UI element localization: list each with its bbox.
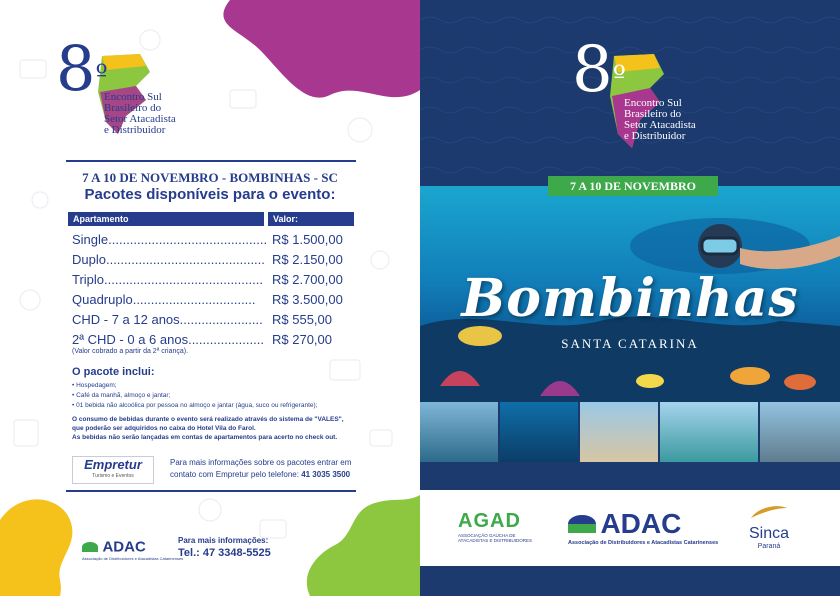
includes-item: • Café da manhã, almoço e jantar; <box>72 392 171 399</box>
photo-thumb <box>580 402 658 462</box>
includes-item: • Hospedagem; <box>72 382 117 389</box>
event-number-digit: 8 <box>572 33 613 107</box>
agad-tagline: ASSOCIAÇÃO GAÚCHA DE <box>458 533 516 538</box>
agad-logo <box>458 510 532 543</box>
adac-footer-logo <box>82 538 183 561</box>
includes-item: • 01 bebida não alcoólica por pessoa no almoço e jantar (água, suco ou refrigerante); <box>72 402 318 409</box>
empretur-contact <box>170 458 351 479</box>
table-row-name: Quadruplo.................................. <box>72 292 256 307</box>
event-number-digit: 8 <box>56 32 96 105</box>
table-row-name: Duplo............................................ <box>72 252 265 267</box>
photo-thumb <box>660 402 758 462</box>
adac-tagline: Associação de Distribuidores e Atacadistas Catarinenses <box>568 540 719 546</box>
event-name-line: Brasileiro do <box>624 108 682 120</box>
lime-blob <box>300 495 420 596</box>
table-row-price: R$ 2.700,00 <box>272 272 343 287</box>
sinca-swoosh-icon <box>749 504 789 520</box>
empretur-contact-line <box>170 470 351 479</box>
adac-footer-name: ADAC <box>102 538 146 556</box>
city-title: Bombinhas <box>461 268 799 329</box>
empretur-contact-line: Para mais informações sobre os pacotes entrar em <box>170 458 352 467</box>
adac-wave-icon <box>568 515 596 533</box>
table-row-name: Single............................................ <box>72 232 268 247</box>
event-ordinal: º <box>95 60 108 90</box>
table-row-price: R$ 555,00 <box>272 312 332 327</box>
sinca-name: Sinca <box>748 525 790 542</box>
state-subtitle: SANTA CATARINA <box>561 336 699 351</box>
beverage-note: que poderão ser adquiridos no caixa do Hotel Vila do Farol. <box>72 425 256 432</box>
table-row-name: Triplo............................................ <box>72 272 263 287</box>
photo-thumb <box>420 402 498 462</box>
event-number <box>56 32 108 105</box>
table-row-price: R$ 1.500,00 <box>272 232 343 247</box>
event-name-line: Encontro Sul <box>624 97 682 109</box>
adac-wave-icon <box>82 542 98 552</box>
photo-thumb <box>760 402 840 462</box>
event-name-line: Setor Atacadista <box>104 113 176 125</box>
event-name-line: e Distribuidor <box>624 130 686 142</box>
table-header-apartment: Apartamento <box>68 212 264 226</box>
adac-footer-tagline: Associação de Distribuidores e Atacadistas Catarinenses <box>82 556 184 561</box>
event-name-line: Setor Atacadista <box>624 119 696 131</box>
empretur-contact-prefix: contato com Empretur pelo telefone: <box>170 470 302 479</box>
empretur-phone: 41 3035 3500 <box>301 470 351 479</box>
event-ordinal: º <box>612 59 626 92</box>
table-row-price: R$ 3.500,00 <box>272 292 343 307</box>
agad-name: AGAD <box>458 510 521 532</box>
empretur-tagline: Turismo e Eventos <box>92 473 134 479</box>
event-name <box>624 98 696 142</box>
footer-info-label: Para mais informações: <box>178 536 269 545</box>
table-row-price: R$ 2.150,00 <box>272 252 343 267</box>
table-header-value: Valor: <box>268 212 354 226</box>
footer-contact <box>178 536 271 559</box>
adac-name: ADAC <box>600 508 682 539</box>
header-date-location: 7 A 10 DE NOVEMBRO - BOMBINHAS - SC <box>82 170 338 185</box>
empretur-logo-text: Empretur <box>84 457 142 472</box>
footer-phone: Tel.: 47 3348-5525 <box>178 547 271 559</box>
beverage-note: As bebidas não serão lançadas em contas de apartamentos para acerto no check out. <box>72 434 338 441</box>
footer-divider <box>66 490 356 492</box>
event-name-line: Encontro Sul <box>104 91 162 103</box>
table-row-name: 2ª CHD - 0 a 6 anos..................... <box>72 332 264 347</box>
adac-logo <box>568 508 718 546</box>
event-name-line: e Distribuidor <box>104 124 166 136</box>
empretur-logo <box>72 456 154 484</box>
event-name <box>104 92 176 136</box>
sinca-region: Paraná <box>757 543 781 550</box>
table-row-price: R$ 270,00 <box>272 332 332 347</box>
includes-title: O pacote inclui: <box>72 366 155 378</box>
event-name-line: Brasileiro do <box>104 102 162 114</box>
magenta-blob <box>210 0 420 120</box>
sponsor-bar <box>420 490 840 566</box>
packages-title: Pacotes disponíveis para o evento: <box>84 186 336 203</box>
table-row-name: CHD - 7 a 12 anos....................... <box>72 312 263 327</box>
beverage-note: O consumo de bebidas durante o evento será realizado através do sistema de "VALES", <box>72 416 344 423</box>
table-footnote: (Valor cobrado a partir da 2ª criança). <box>72 348 189 355</box>
photo-thumb <box>500 402 578 462</box>
agad-tagline: ATACADISTAS E DISTRIBUIDORES <box>458 538 533 543</box>
date-band: 7 A 10 DE NOVEMBRO <box>548 176 718 196</box>
sinca-logo <box>734 504 804 550</box>
header-divider <box>66 160 356 162</box>
photo-strip <box>420 402 840 462</box>
event-number <box>572 33 626 107</box>
